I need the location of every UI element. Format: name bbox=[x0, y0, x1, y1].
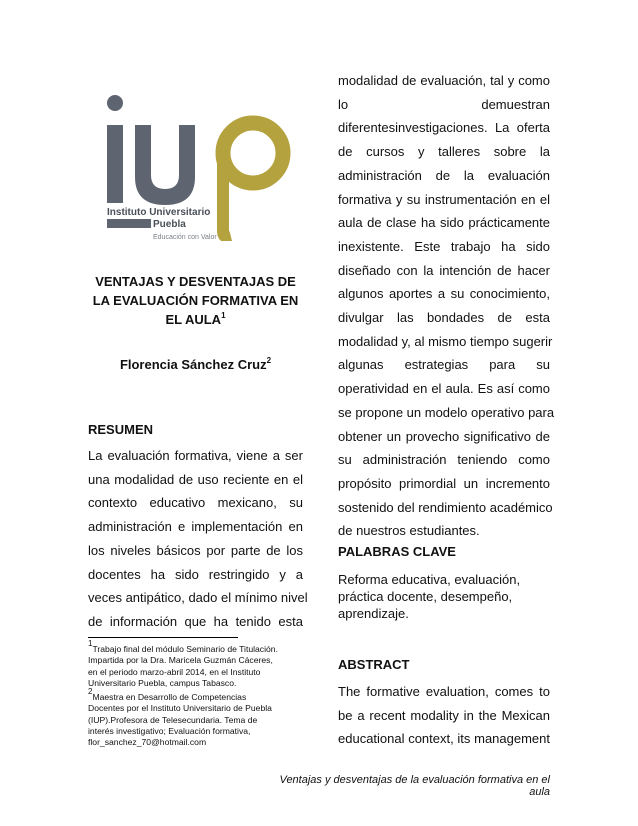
body-line: obtener un provecho significativo de bbox=[338, 428, 550, 444]
logo-line-1: Instituto Universitario bbox=[107, 207, 211, 218]
footnote-1-mark: 1 bbox=[88, 639, 93, 648]
title-footnote-mark: 1 bbox=[221, 311, 226, 320]
abstract-line: be a recent modality in the Mexican bbox=[338, 707, 550, 723]
body-line: modalidad y, al mismo tiempo sugerir bbox=[338, 333, 553, 349]
logo-line-3: Educación con Valor bbox=[153, 234, 217, 241]
body-line: administración de la evaluación bbox=[338, 167, 550, 183]
resumen-heading: RESUMEN bbox=[88, 422, 154, 437]
body-line: divulgar las bondades de esta bbox=[338, 310, 550, 326]
body-line: se propone un modelo operativo para bbox=[338, 404, 555, 420]
body-line: operatividad en el aula. Es así como bbox=[338, 381, 550, 397]
body-line: aula de clase ha sido prácticamente bbox=[338, 215, 550, 231]
body-line: su administración teniendo como bbox=[338, 452, 550, 468]
paper-title bbox=[88, 272, 303, 329]
abstract-body bbox=[338, 680, 550, 751]
resumen-body bbox=[88, 444, 308, 634]
footnote-1: $^1$Trabajo final del módulo Seminario de Titulación. Impartida por la Dra. Maricela Guzmán Cáceres, en el periodo marzo-abril 2014, en el Instituto Universitario Puebla, campus Tabasco. bbox=[88, 639, 278, 688]
body-line: algunas estrategias para su bbox=[338, 357, 550, 373]
footnote-2-mark: 2 bbox=[88, 687, 93, 696]
author-name: Florencia Sánchez Cruz bbox=[119, 357, 267, 372]
logo-line-2: Puebla bbox=[153, 219, 186, 230]
resumen-line: veces antipático, dado el mínimo nivel bbox=[88, 590, 308, 606]
body-line: algunos aportes a su conocimiento, bbox=[338, 286, 550, 302]
running-footer: Ventajas y desventajas de la evaluación formativa en el aula bbox=[279, 774, 550, 798]
body-line: propósito primordial un incremento bbox=[338, 475, 550, 491]
resumen-line: administración e implementación en bbox=[88, 519, 303, 535]
paper-title-text: VENTAJAS Y DESVENTAJAS DE LA EVALUACIÓN FORMATIVA EN EL AULA bbox=[92, 274, 299, 327]
body-line: formativa y su instrumentación en el bbox=[338, 191, 550, 207]
footnote-2: $^2$Maestra en Desarrollo de Competencias Docentes por el Instituto Universitario de Puebla (IUP).Profesora de Telesecundaria. Tema de interés investigativo; Evaluación formativa, flor_sanchez_70@hotmail.com bbox=[88, 687, 272, 748]
keywords-heading: PALABRAS CLAVE bbox=[338, 544, 456, 559]
author-footnote-mark: 2 bbox=[266, 356, 272, 365]
abstract-line: educational context, its management bbox=[338, 731, 550, 747]
resumen-line: los niveles básicos por parte de los bbox=[88, 542, 303, 558]
body-line: de nuestros estudiantes. bbox=[338, 523, 480, 539]
abstract-heading: ABSTRACT bbox=[338, 657, 410, 672]
resumen-line: La evaluación formativa, viene a ser bbox=[88, 448, 303, 463]
author bbox=[88, 357, 303, 372]
body-line: modalidad de evaluación, tal y como bbox=[338, 73, 550, 88]
body-line: inexistente. Este trabajo ha sido bbox=[338, 238, 550, 254]
abstract-line: The formative evaluation, comes to bbox=[338, 684, 550, 699]
body-line: diseñado con la intención de hacer bbox=[338, 262, 550, 278]
resumen-line: de información que ha tenido esta bbox=[88, 613, 303, 629]
resumen-line: contexto educativo mexicano, su bbox=[88, 495, 303, 511]
body-line: de cursos y talleres sobre la bbox=[338, 144, 550, 160]
right-column-body bbox=[338, 69, 555, 543]
resumen-line: una modalidad de uso reciente en el bbox=[88, 471, 303, 487]
body-line: sostenido del rendimiento académico bbox=[338, 499, 553, 515]
resumen-line: docentes ha sido restringido y a bbox=[88, 566, 303, 582]
iup-logo bbox=[103, 93, 295, 241]
logo-pattern-band bbox=[107, 219, 151, 228]
body-line: diferentesinvestigaciones. La oferta bbox=[338, 120, 550, 136]
body-line: lo demuestran bbox=[338, 96, 550, 112]
footnote-rule bbox=[88, 637, 238, 638]
keywords-body: Reforma educativa, evaluación, práctica docente, desempeño, aprendizaje. bbox=[338, 572, 521, 621]
